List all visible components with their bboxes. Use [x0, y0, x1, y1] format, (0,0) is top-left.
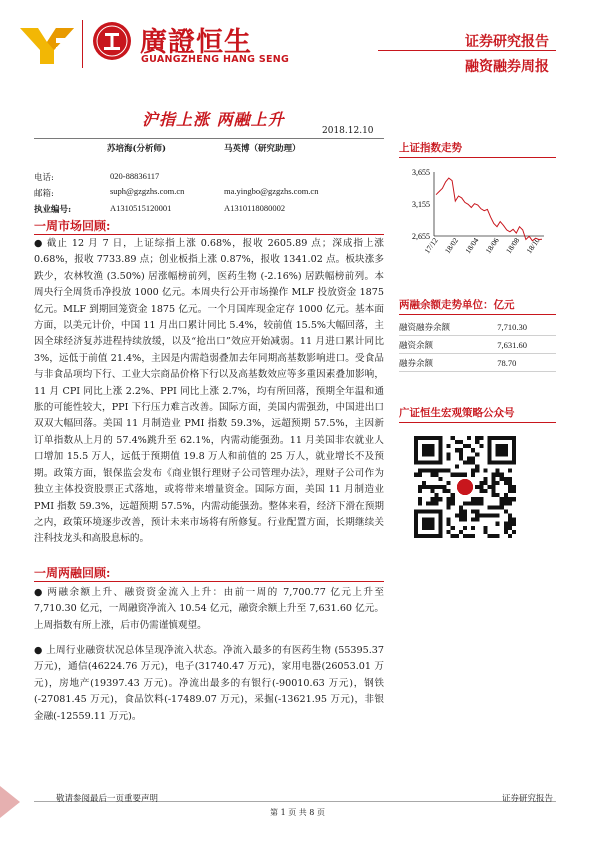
section-rule — [34, 581, 384, 582]
market-review-text — [34, 236, 384, 548]
chart-x-tick-label: 18/06 — [483, 235, 501, 256]
table-row — [399, 336, 556, 354]
analyst-name: 苏培海(分析师) — [107, 144, 167, 154]
header-divider — [82, 20, 83, 68]
table-cell-value: 78.70 — [491, 354, 556, 372]
email-link-analyst[interactable]: suph@gzgzhs.com.cn — [110, 186, 185, 196]
cert-analyst: A1310515120001 — [110, 203, 172, 213]
cert-label: 执业编号: — [34, 205, 72, 215]
report-subtype: 融资融券周报 — [465, 59, 549, 75]
margin-review-body2: 上周行业融资状况总体呈现净流入状态。净流入最多的有医药生物 (55395.37 万元)，通信(46224.76 万元)，电子(31740.47 万元)，家用电器(26053.01 万元)，房地产(19397.43 万元)。净流出最多的有银行(-90010.63 万元)，钢铁(-27081.45 万元)，食品饮料(-17489.07 万元)，采掘(-13621.95 万元)，非银金融(-12559.11 万元)。 — [34, 645, 384, 722]
margin-balance-table — [399, 318, 556, 372]
seal-logo-icon — [92, 21, 132, 61]
chart-series-line — [436, 178, 542, 241]
footer-right-label: 证券研究报告 — [501, 794, 553, 804]
sidebar-margin-title: 两融余额走势单位：亿元 — [399, 299, 515, 311]
chart-x-tick-label: 18/04 — [463, 235, 481, 256]
margin-review-body1: 两融余额上升、融资资金流入上升：由前一周的 7,700.77 亿元上升至 7,710.30 亿元，一周融资净流入 10.54 亿元，融资余额上升至 7,631.60 亿元。上周指数有所上涨，后市仍需谨慎观望。 — [34, 587, 384, 631]
footer-disclaimer: 敬请参阅最后一页重要声明 — [56, 794, 159, 804]
bullet-icon: ● — [34, 645, 43, 656]
table-cell-value: 7,710.30 — [491, 318, 556, 336]
cert-assistant: A1310118080002 — [224, 203, 286, 213]
phone-label: 电话: — [34, 173, 54, 183]
chart-x-tick-label: 18/08 — [504, 235, 522, 256]
chart-y-tick-label: 3,655 — [412, 168, 430, 177]
table-cell-label: 融券余额 — [399, 354, 491, 372]
market-review-body: 截止 12 月 7 日，上证综指上涨 0.68%，报收 2605.89 点；深成指上涨 0.68%，报收 7733.89 点；创业板指上涨 0.87%，报收 1341.02 点。板块涨多跌少，农林牧渔 (3.50%) 居涨幅榜前列，医药生物 (-2.16%) 居跌幅榜前列。本周央行全周货币净投放 1000 亿元。本周央行公开市场操作 MLF 投放资金 1875 亿元。MLF 到期回笼资金 1875 亿元。一个月国库现金定存 1000 亿元。基本面方面，以美元计价，中国 11 月出口累计同比 5.4%，较前值 15.5%大幅回落，主因全球经济复苏进程持续放缓，以及“抢出口”效应开始减弱。11 月进口累计同比 3%，远低于前值 21.4%，主因是内需趋弱叠加去年同期高基数影响进口。受食品与非食品项均下行、工业大宗商品价格下行以及高基数效应等多重因素叠加影响，11 月 CPI 同比上涨 2.2%、PPI 同比上涨 2.7%，均有所回落，预期全年温和通胀的可能性较大，PPI 下行压力难言改善。国际方面，美国内需强劲，中国进出口双双大幅回落。美国 11 月制造业 PMI 指数 59.3%，远超预期 57.5%，主因新订单指数从上月的 57.4%跳升至 62.1%，内需动能强劲。11 月美国非农就业人口增加 15.5 万人，远低于预期值 19.8 万人和前值的 25 万人，就业增长不及预期。政策方面，银保监会发布《商业银行理财子公司管理办法》，理财子公司作为独立主体投资股票正式落地，或将带来增量资金。国际方面，美国 11 月制造业 PMI 指数 59.3%，远超预期 57.5%，内需动能强劲。整体来看，经济下滑在预期之内，政策环境逐步改善，预计未来市场将有所修复。行业配置方面，长期继续关注科技龙头和高股息标的。 — [34, 238, 384, 545]
header-rule — [378, 50, 556, 51]
sidebar-rule — [399, 314, 556, 315]
assistant-name: 马英博（研究助理） — [224, 144, 301, 154]
chart-y-tick-label: 2,655 — [412, 232, 430, 241]
sidebar-chart-title: 上证指数走势 — [399, 142, 462, 154]
wechat-title: 广证恒生宏观策略公众号 — [399, 407, 515, 419]
table-cell-label: 融资余额 — [399, 336, 491, 354]
index-trend-chart — [364, 160, 554, 270]
title-rule — [34, 138, 384, 139]
table-row — [399, 318, 556, 336]
table-row — [399, 354, 556, 372]
margin-review-para1 — [34, 585, 384, 634]
page-title: 沪指上涨 两融上升 — [142, 110, 285, 129]
section-title-margin: 一周两融回顾: — [34, 566, 111, 580]
qr-code-icon[interactable] — [414, 436, 516, 538]
brand-name-en: GUANGZHENG HANG SENG — [141, 54, 290, 65]
chart-x-tick-label: 18/02 — [442, 235, 461, 256]
margin-review-para2 — [34, 643, 384, 725]
section-title-market: 一周市场回顾: — [34, 219, 111, 233]
table-cell-value: 7,631.60 — [491, 336, 556, 354]
company-logo-icon — [20, 24, 74, 68]
table-cell-label: 融资融券余额 — [399, 318, 491, 336]
report-date: 2018.12.10 — [322, 126, 374, 136]
bullet-icon: ● — [34, 238, 43, 249]
sidebar-rule — [399, 422, 556, 423]
page-number: 第 1 页 共 8 页 — [270, 808, 325, 817]
email-label: 邮箱: — [34, 189, 54, 199]
bullet-icon: ● — [34, 587, 43, 598]
phone-value: 020-88836117 — [110, 171, 160, 181]
chart-y-tick-label: 3,155 — [412, 200, 430, 209]
brand-name: 廣證恒生 — [140, 27, 252, 58]
chart-x-tick-label: 18/10 — [524, 235, 542, 256]
email-link-assistant[interactable]: ma.yingbo@gzgzhs.com.cn — [224, 186, 319, 196]
chart-x-tick-label: 17/12 — [422, 235, 440, 256]
section-rule — [34, 234, 384, 235]
report-type: 证券研究报告 — [465, 34, 549, 50]
sidebar-rule — [399, 157, 556, 158]
